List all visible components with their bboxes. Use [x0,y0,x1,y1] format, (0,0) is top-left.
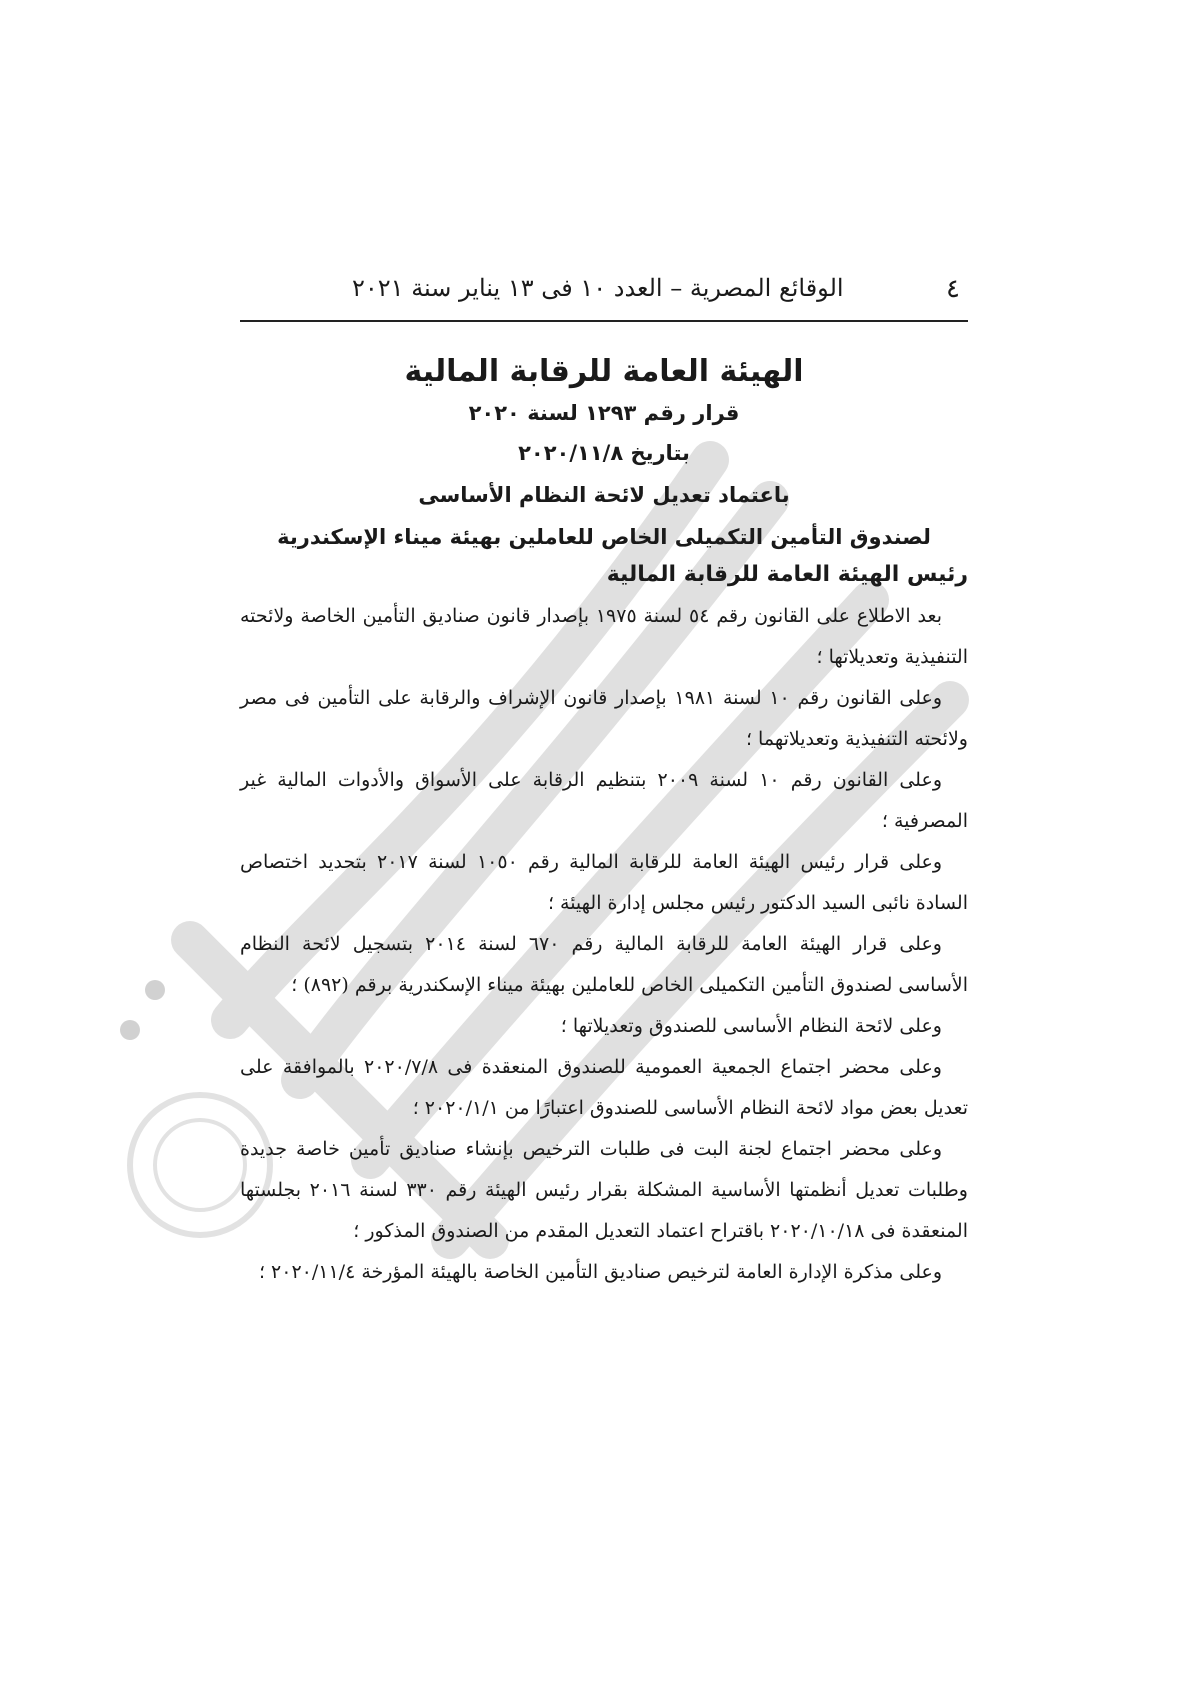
recital-paragraph: وعلى لائحة النظام الأساسى للصندوق وتعديلاتها ؛ [560,1015,942,1037]
subject-line-1: باعتماد تعديل لائحة النظام الأساسى [418,483,790,507]
recital-paragraph: وعلى مذكرة الإدارة العامة لترخيص صناديق التأمين الخاصة بالهيئة المؤرخة ٢٠٢٠/١١/٤ ؛ [258,1261,942,1283]
decision-number: قرار رقم ١٢٩٣ لسنة ٢٠٢٠ [468,401,740,425]
decision-body [240,596,968,1293]
decision-date: بتاريخ ٢٠٢٠/١١/٨ [518,441,690,465]
authority-title: الهيئة العامة للرقابة المالية [404,354,804,389]
page-header [240,270,968,320]
recital-paragraph: وعلى قرار رئيس الهيئة العامة للرقابة المالية رقم ١٠٥٠ لسنة ٢٠١٧ بتحديد اختصاص السادة نائبى السيد الدكتور رئيس مجلس إدارة الهيئة ؛ [240,851,968,914]
signatory-heading: رئيس الهيئة العامة للرقابة المالية [606,562,968,587]
running-title: الوقائع المصرية – العدد ١٠ فى ١٣ يناير سنة ٢٠٢١ [352,274,844,302]
recital-paragraph: وعلى محضر اجتماع الجمعية العمومية للصندوق المنعقدة فى ٢٠٢٠/٧/٨ بالموافقة على تعديل بعض مواد لائحة النظام الأساسى للصندوق اعتبارًا من ٢٠٢٠/١/١ ؛ [240,1056,968,1119]
title-block [240,350,968,558]
recital-paragraph: وعلى القانون رقم ١٠ لسنة ٢٠٠٩ بتنظيم الرقابة على الأسواق والأدوات المالية غير المصرفية ؛ [240,769,968,832]
recital-paragraph: وعلى القانون رقم ١٠ لسنة ١٩٨١ بإصدار قانون الإشراف والرقابة على التأمين فى مصر ولائحته التنفيذية وتعديلاتهما ؛ [240,687,968,750]
header-divider [240,320,968,322]
recital-paragraph: وعلى محضر اجتماع لجنة البت فى طلبات الترخيص بإنشاء صناديق تأمين خاصة جديدة وطلبات تعديل أنظمتها الأساسية المشكلة بقرار رئيس الهيئة رقم ٣٣٠ لسنة ٢٠١٦ بجلستها المنعقدة فى ٢٠٢٠/١٠/١٨ باقتراح اعتماد التعديل المقدم من الصندوق المذكور ؛ [240,1138,968,1242]
page-number: ٤ [946,274,960,304]
subject-line-2: لصندوق التأمين التكميلى الخاص للعاملين بهيئة ميناء الإسكندرية [277,525,931,549]
recital-paragraph: وعلى قرار الهيئة العامة للرقابة المالية رقم ٦٧٠ لسنة ٢٠١٤ بتسجيل لائحة النظام الأساسى لصندوق التأمين التكميلى الخاص للعاملين بهيئة ميناء الإسكندرية برقم (٨٩٢) ؛ [240,933,968,996]
recital-paragraph: بعد الاطلاع على القانون رقم ٥٤ لسنة ١٩٧٥ بإصدار قانون صناديق التأمين الخاصة ولائحته التنفيذية وتعديلاتها ؛ [240,605,968,668]
